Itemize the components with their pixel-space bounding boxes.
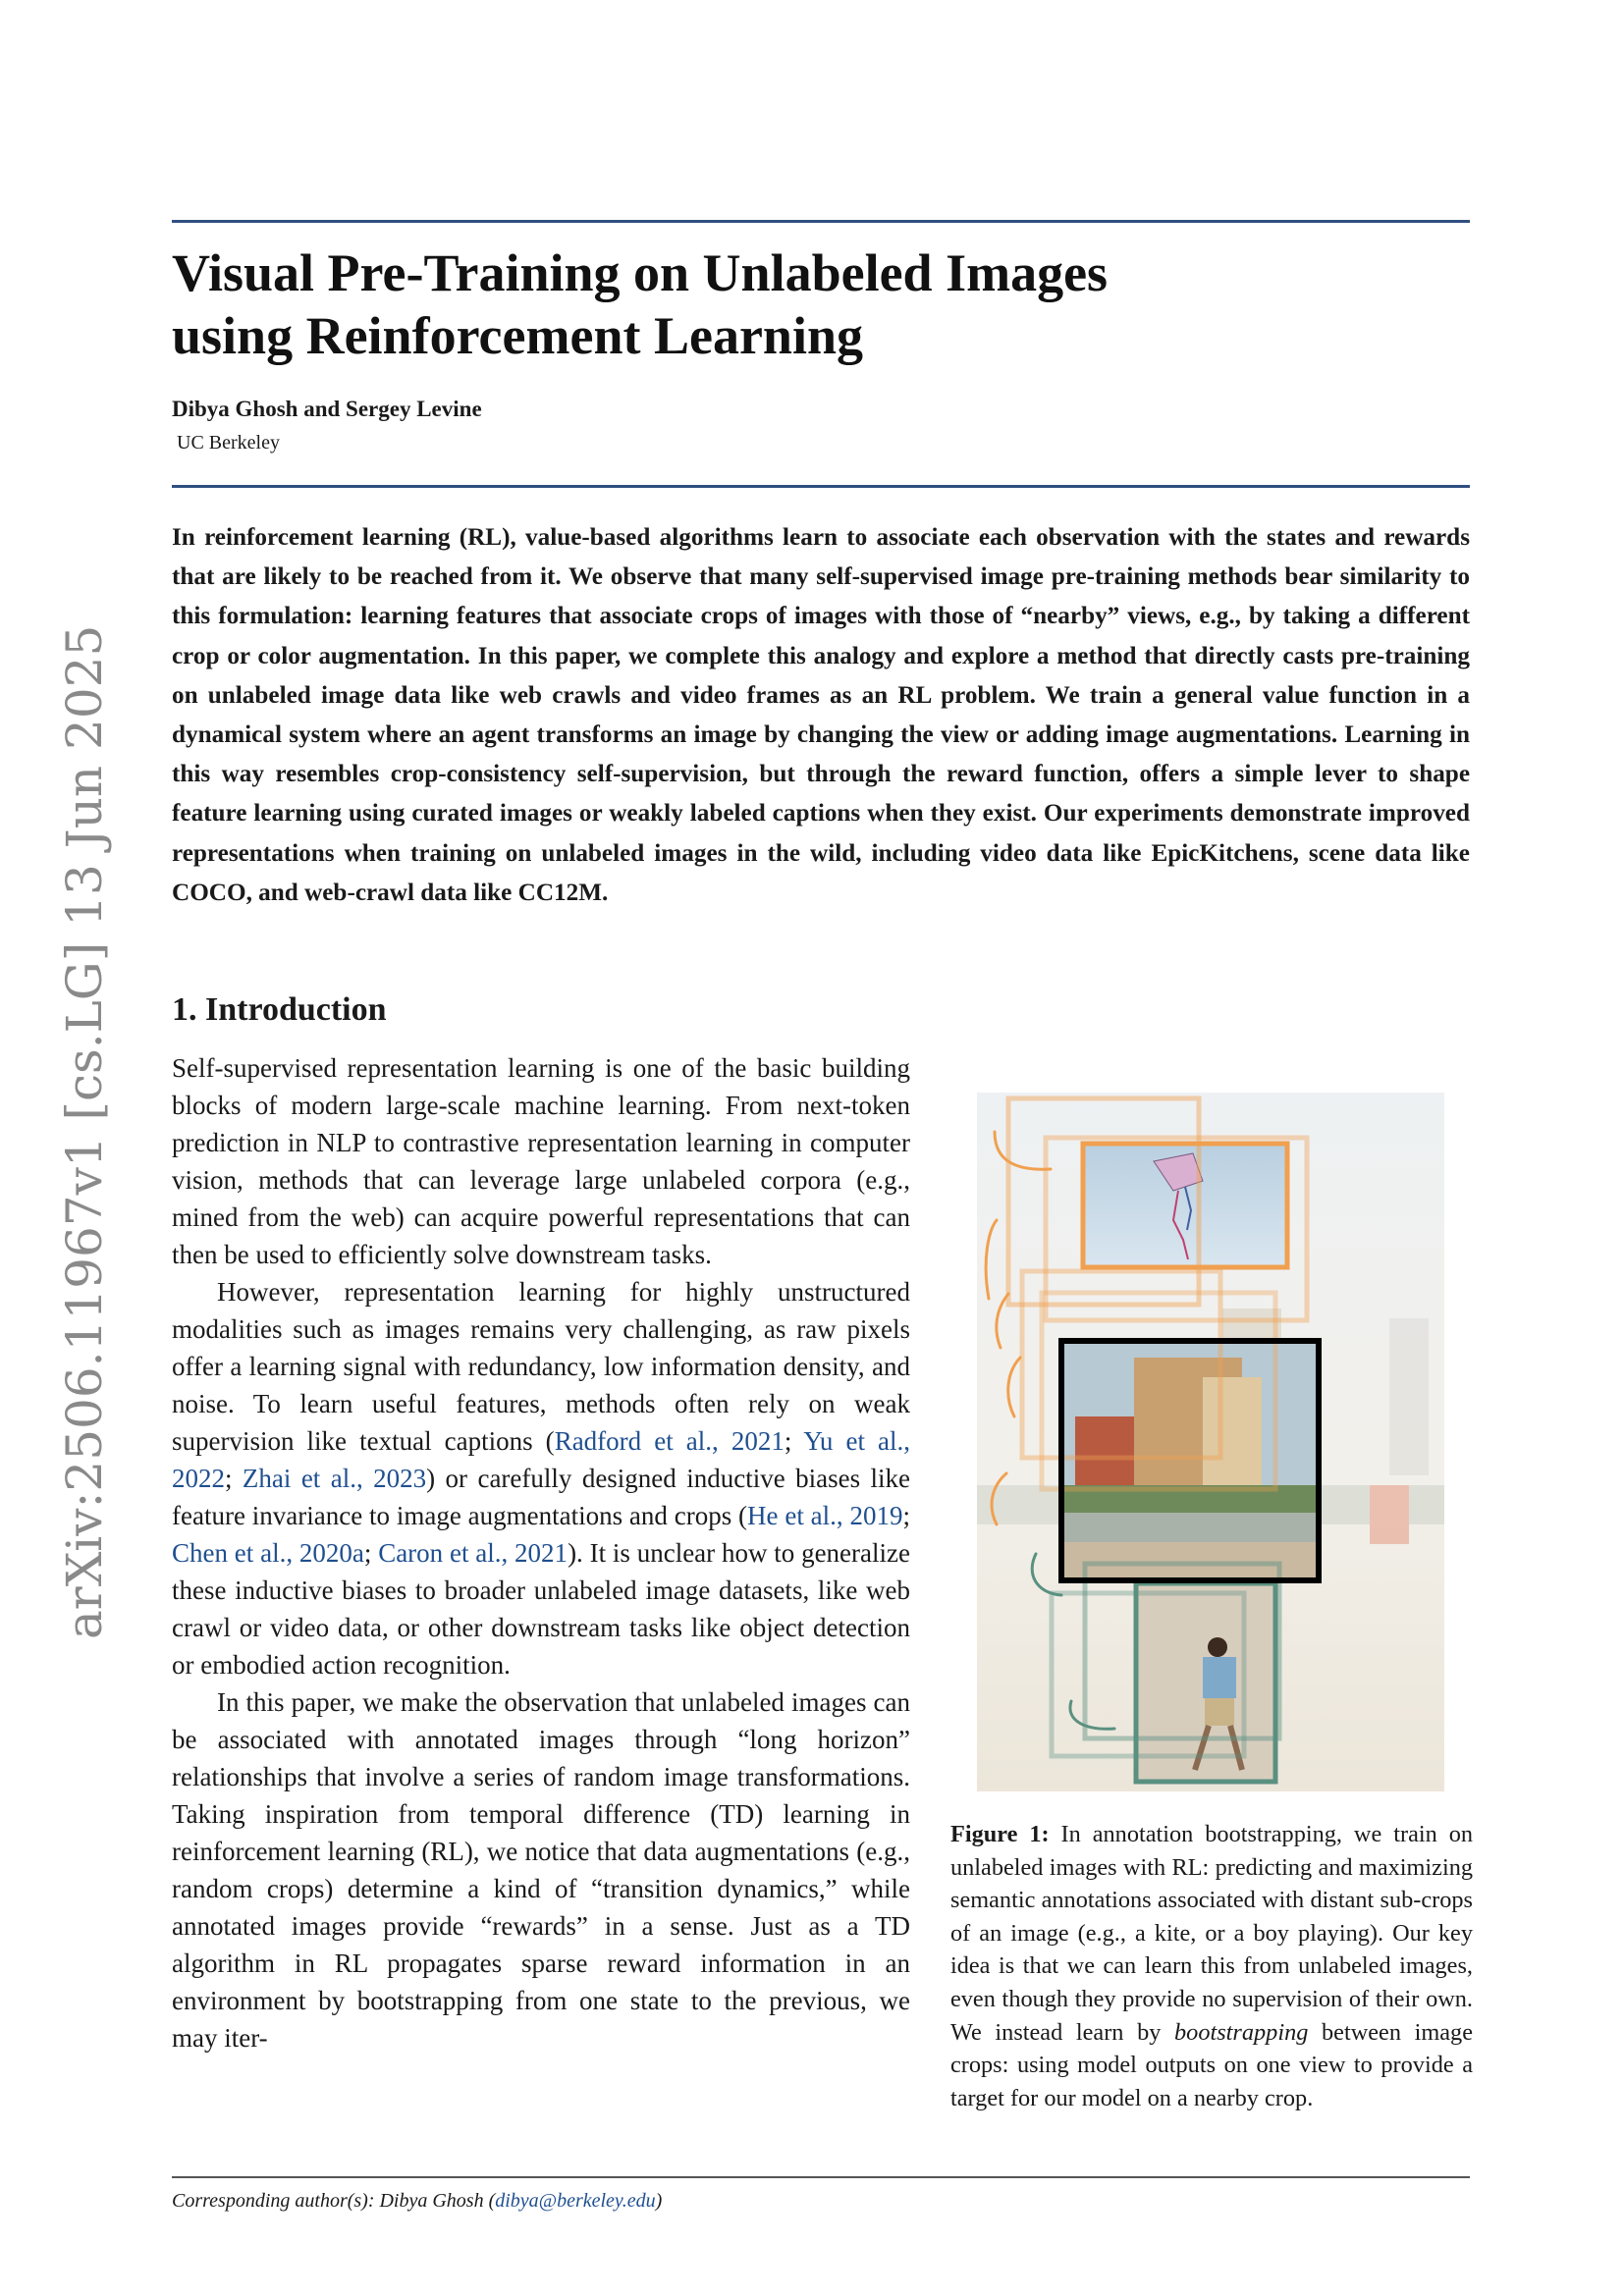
figure-1-image bbox=[977, 1093, 1444, 1791]
title-line-1: Visual Pre-Training on Unlabeled Images bbox=[172, 243, 1109, 302]
crop-diagram bbox=[977, 1093, 1444, 1791]
figure-label: Figure 1: bbox=[950, 1821, 1050, 1847]
arxiv-identifier: arXiv:2506.11967v1 [cs.LG] 13 Jun 2025 bbox=[56, 624, 113, 1639]
abstract-rule bbox=[172, 485, 1470, 488]
intro-paragraph-2: However, representation learning for highly unstructured modalities such as images remains very challenging, as raw pixels offer a learning signal with redundancy, low information density, and noise. To learn useful features, methods often rely on weak supervision like textual captions (Radford et al., 2021; Yu et al., 2022; Zhai et al., 2023) or carefully designed inductive biases like feature invariance to image augmentations and crops (He et al., 2019; Chen et al., 2020a; Caron et al., 2021). It is unclear how to generalize these inductive biases to broader unlabeled image datasets, like web crawl or video data, or other downstream tasks like object detection or embodied action recognition. bbox=[172, 1277, 911, 1680]
abstract: In reinforcement learning (RL), value-based algorithms learn to associate each observation with the states and rewards that are likely to be reached from it. We observe that many self-supervised image pre-training methods bear similarity to this formulation: learning features that associate crops of images with those of “nearby” views, e.g., by taking a different crop or color augmentation. In this paper, we complete this analogy and explore a method that directly casts pre-training on unlabeled image data like web crawls and video frames as an RL problem. We train a general value function in a dynamical system where an agent transforms an image by changing the view or adding image augmentations. Learning in this way resembles crop-consistency self-supervision, but through the reward function, offers a simple lever to shape feature learning using curated images or weakly labeled captions when they exist. Our experiments demonstrate improved representations when training on unlabeled images in the wild, including video data like EpicKitchens, scene data like COCO, and web-crawl data like CC12M. bbox=[172, 524, 1470, 906]
citation-he[interactable]: He et al., 2019 bbox=[747, 1501, 903, 1530]
paper-title bbox=[172, 241, 1350, 367]
affiliation: UC Berkeley bbox=[177, 432, 280, 454]
citation-yu[interactable]: Yu et al., 2022 bbox=[172, 1426, 911, 1493]
top-rule bbox=[172, 220, 1470, 223]
intro-paragraph-3: In this paper, we make the observation that unlabeled images can be associated with annotated images through “long horizon” relationships that involve a series of random image transformations. Taking inspiration from temporal difference (TD) learning in reinforcement learning (RL), we notice that data augmentations (e.g., random crops) determine a kind of “transition dynamics,” while annotated images provide “rewards” in a sense. Just as a TD algorithm in RL propagates sparse reward information in an environment by bootstrapping from one state to the previous, we may iter- bbox=[172, 1687, 910, 2053]
author-email-link[interactable]: dibya@berkeley.edu bbox=[495, 2190, 656, 2212]
section-title: 1. Introduction bbox=[172, 991, 387, 1028]
scene-crop bbox=[1061, 1341, 1319, 1580]
footer: Corresponding author(s): Dibya Ghosh (dibya@berkeley.edu) bbox=[172, 2190, 663, 2212]
intro-body bbox=[172, 1049, 910, 2056]
title-line-2: using Reinforcement Learning bbox=[172, 306, 863, 365]
intro-paragraph-1: Self-supervised representation learning is one of the basic building blocks of modern large-scale machine learning. From next-token prediction in NLP to contrastive representation learning in computer vision, methods that can leverage large unlabeled corpora (e.g., mined from the web) can acquire powerful representations that can then be used to efficiently solve downstream tasks. bbox=[172, 1053, 910, 1269]
citation-radford[interactable]: Radford et al., 2021 bbox=[554, 1426, 785, 1456]
boy-crop bbox=[1136, 1583, 1275, 1780]
authors: Dibya Ghosh and Sergey Levine bbox=[172, 397, 482, 421]
citation-caron[interactable]: Caron et al., 2021 bbox=[378, 1538, 568, 1568]
kite-crop bbox=[1083, 1144, 1287, 1267]
footer-rule bbox=[172, 2176, 1470, 2178]
citation-zhai[interactable]: Zhai et al., 2023 bbox=[242, 1464, 427, 1493]
citation-chen[interactable]: Chen et al., 2020a bbox=[172, 1538, 364, 1568]
figure-1-caption: Figure 1: In annotation bootstrapping, we train on unlabeled images with RL: predicting and maximizing semantic annotations associated with distant sub-crops of an image (e.g., a kite, or a boy playing). Our key idea is that we can learn this from unlabeled images, even though they provide no supervision of their own. We instead learn by bootstrapping between image crops: using model outputs on one view to provide a target for our model on a nearby crop. bbox=[950, 1821, 1474, 2111]
